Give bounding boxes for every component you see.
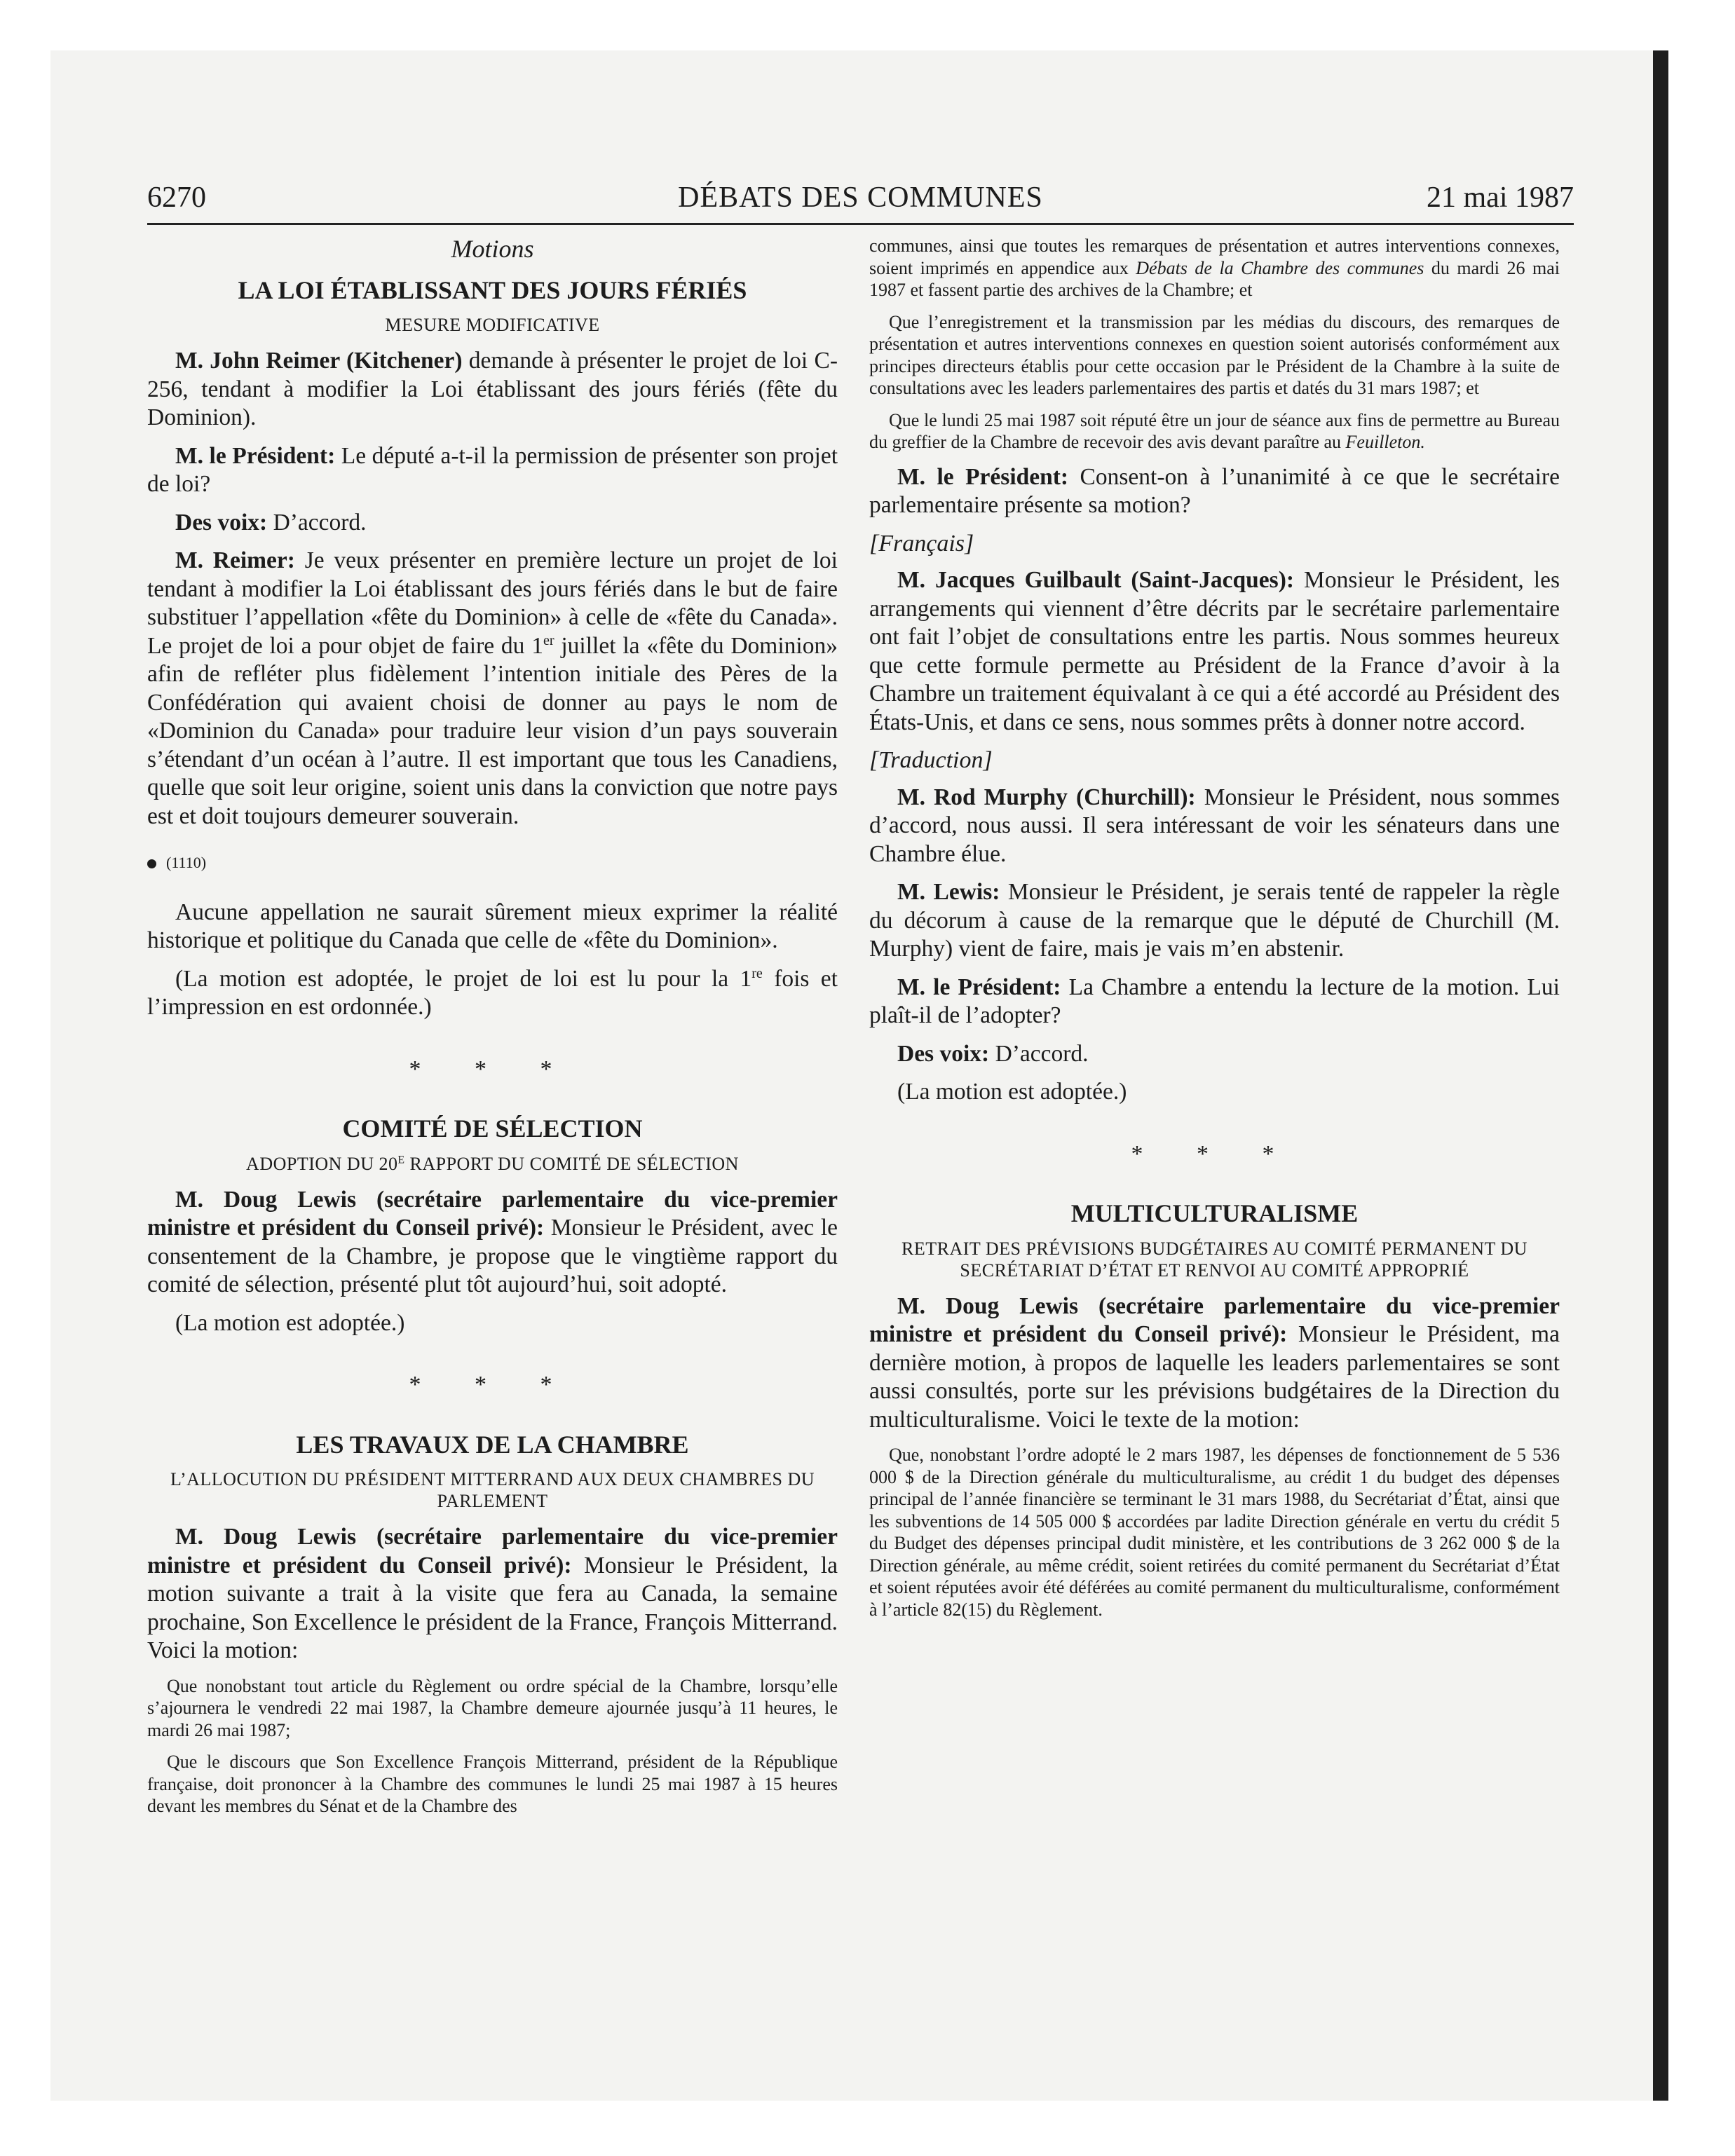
section-heading: LA LOI ÉTABLISSANT DES JOURS FÉRIÉS xyxy=(238,275,747,304)
scan-edge xyxy=(1653,50,1668,2101)
paragraph xyxy=(147,509,838,538)
motion-quote: communes, ainsi que toutes les remarques de présentation et autres interventions connexes, soient imprimés en appendice aux Débats de la Chambre des communes du mardi 26 mai 1987 et fassent partie des archives de la Chambre; et xyxy=(869,236,1560,300)
language-marker: [Traduction] xyxy=(869,747,993,773)
motion-quote: Que le discours que Son Excellence François Mitterrand, président de la République française, doit prononcer à la Chambre des communes le lundi 25 mai 1987 à 15 heures devant les membres du Sénat et de la Chambre des xyxy=(147,1752,838,1816)
speech: D’accord. xyxy=(989,1040,1089,1067)
page-header xyxy=(147,181,1574,225)
paragraph xyxy=(869,784,1560,869)
section-separator: * * * xyxy=(409,1056,576,1082)
speaker: Des voix: xyxy=(897,1040,990,1067)
motion-quote: Que l’enregistrement et la transmission par les médias du discours, des remarques de présentation et autres interventions connexes en question soient autorisés conformément aux principes directeurs établis pour cette occasion par le Président de la Chambre à la suite de consultations avec les leaders parlementaires des partis et datés du 31 mars 1987; et xyxy=(869,311,1560,398)
speaker: M. le Président: xyxy=(897,974,1061,1000)
superscript: er xyxy=(543,632,554,648)
paragraph xyxy=(869,566,1560,737)
timestamp: (1110) xyxy=(147,849,838,878)
speaker: M. John Reimer (Kitchener) xyxy=(175,348,463,374)
speech: juillet la «fête du Dominion» afin de refléter plus fidèlement l’intention initiale des Pères de la Confédération qui avaient choisi de donner au pays le nom de «Dominion du Canada» pour traduire leur vision d’un pays souverain s’étendant d’un océan à l’autre. Il est important que tous les Canadiens, quelle que soit leur origine, soient unis dans la conviction que notre pays est et doit toujours demeurer souverain. xyxy=(147,632,838,829)
paragraph xyxy=(147,547,838,831)
speech: La Chambre a entendu la lecture de la motion. Lui plaît-il de l’adopter? xyxy=(869,974,1560,1028)
speech: Consent-on à l’unanimité à ce que le secrétaire parlementaire présente sa motion? xyxy=(869,463,1560,518)
speech: Monsieur le Président, les arrangements qui viennent d’être décrits par le secrétaire parlementaire ont fait l’objet de consultations entre les partis. Nous sommes heureux que cette formule permette au Président de la France d’avoir à la Chambre un traitement équivalant à ce qui a été accordé au Président des États-Unis, et dans ce sens, nous sommes prêts à donner notre accord. xyxy=(869,567,1560,735)
speech: Je veux présenter en première lecture un projet de loi tendant à modifier la Loi établissant des jours fériés dans le but de faire substituer l’appellation «fête du Dominion» à celle de «fête du Canada». Le projet de loi a pour objet de faire du 1 xyxy=(147,547,838,659)
section-subheading: L’ALLOCUTION DU PRÉSIDENT MITTERRAND AUX DEUX CHAMBRES DU PARLEMENT xyxy=(170,1469,815,1511)
speaker: M. Doug Lewis (secrétaire parlementaire du vice-premier ministre et président du Conseil privé): xyxy=(147,1524,838,1578)
paragraph xyxy=(869,974,1560,1030)
paragraph: (La motion est adoptée, le projet de loi est lu pour la 1re fois et l’impression en est ordonnée.) xyxy=(147,965,838,1020)
page-number: 6270 xyxy=(147,182,206,214)
page-date: 21 mai 1987 xyxy=(1427,182,1574,214)
speaker: M. Doug Lewis (secrétaire parlementaire du vice-premier ministre et président du Conseil privé): xyxy=(869,1292,1560,1347)
section-separator: * * * xyxy=(1131,1140,1298,1167)
section-subheading: MESURE MODIFICATIVE xyxy=(385,315,600,335)
speaker: M. Rod Murphy (Churchill): xyxy=(897,784,1196,810)
paragraph xyxy=(147,442,838,499)
speech: Monsieur le Président, ma dernière motion, à propos de laquelle les leaders parlementaires se sont aussi consultés, porte sur les prévisions budgétaires de la Direction du multiculturalisme. Voici le texte de la motion: xyxy=(869,1321,1560,1433)
speaker: M. le Président: xyxy=(175,442,336,469)
bullet-icon xyxy=(147,859,156,868)
right-column xyxy=(869,235,1560,1630)
speaker: Des voix: xyxy=(175,509,268,535)
section-separator: * * * xyxy=(409,1372,576,1398)
paragraph xyxy=(869,878,1560,964)
speaker: M. Reimer: xyxy=(175,547,295,573)
paragraph: (La motion est adoptée.) xyxy=(897,1079,1127,1105)
left-column xyxy=(147,235,838,1827)
language-marker: [Français] xyxy=(869,530,974,557)
journal-title: DÉBATS DES COMMUNES xyxy=(678,182,1043,214)
superscript: re xyxy=(751,965,763,981)
motion-quote: Que nonobstant tout article du Règlement ou ordre spécial de la Chambre, lorsqu’elle s’ajournera le vendredi 22 mai 1987, la Chambre demeure ajournée jusqu’à 11 heures, le mardi 26 mai 1987; xyxy=(147,1675,838,1740)
section-subheading: ADOPTION DU $20^E$ RAPPORT DU COMITÉ DE SÉLECTION xyxy=(246,1153,739,1174)
speech: Le député a-t-il la permission de présenter son projet de loi? xyxy=(147,442,838,497)
speech: D’accord. xyxy=(267,509,367,535)
section-heading: COMITÉ DE SÉLECTION xyxy=(342,1114,643,1142)
speech: Monsieur le Président, je serais tenté de rappeler la règle du décorum à cause de la remarque que le député de Churchill (M. Murphy) vient de faire, mais je vais m’en abstenir. xyxy=(869,879,1560,962)
paragraph xyxy=(869,1040,1560,1069)
speech: Monsieur le Président, avec le consentement de la Chambre, je propose que le vingtième rapport du comité de sélection, présenté plut tôt aujourd’hui, soit adopté. xyxy=(147,1215,838,1297)
paragraph: Aucune appellation ne saurait sûrement mieux exprimer la réalité historique et politique du Canada que celle de «fête du Dominion». xyxy=(147,899,838,953)
speaker: M. Doug Lewis (secrétaire parlementaire du vice-premier ministre et président du Conseil privé): xyxy=(147,1186,838,1241)
section-label: Motions xyxy=(451,235,534,263)
speaker: M. Jacques Guilbault (Saint-Jacques): xyxy=(897,567,1295,593)
paragraph xyxy=(147,1186,838,1299)
speech: demande à présenter le projet de loi C-256, tendant à modifier la Loi établissant des jours fériés (fête du Dominion). xyxy=(147,348,838,430)
section-heading: LES TRAVAUX DE LA CHAMBRE xyxy=(296,1430,689,1459)
paragraph xyxy=(147,1523,838,1665)
speech: Monsieur le Président, nous sommes d’accord, nous aussi. Il sera intéressant de voir les sénateurs dans une Chambre élue. xyxy=(869,784,1560,867)
speaker: M. Lewis: xyxy=(897,879,1000,905)
superscript: E xyxy=(397,1153,405,1166)
motion-quote: Que, nonobstant l’ordre adopté le 2 mars 1987, les dépenses de fonctionnement de 5 536 000 $ de la Direction générale du multiculturalisme, au crédit 1 du budget des dépenses principal de l’année financière se terminant le 31 mars 1988, du Secrétariat d’État, ainsi que les subventions de 14 505 000 $ accordées par ladite Direction générale en vertu du crédit 5 du Budget des dépenses principal dudit ministère, et les contributions de 3 262 000 $ de la Direction générale, au même crédit, soient retirées du comité permanent du Secrétariat d’État et soient réputées avoir été déférées au comité permanent du multiculturalisme, conformément à l’article 82(15) du Règlement. xyxy=(869,1445,1560,1620)
paragraph xyxy=(869,1292,1560,1435)
paragraph xyxy=(869,463,1560,520)
paragraph: (La motion est adoptée.) xyxy=(175,1309,405,1336)
section-subheading: RETRAIT DES PRÉVISIONS BUDGÉTAIRES AU COMITÉ PERMANENT DU SECRÉTARIAT D’ÉTAT ET RENVOI AU COMITÉ APPROPRIÉ xyxy=(901,1238,1528,1281)
motion-quote: Que le lundi 25 mai 1987 soit réputé être un jour de séance aux fins de permettre au Bureau du greffier de la Chambre de recevoir des avis devant paraître au Feuilleton. xyxy=(869,409,1560,452)
speaker: M. le Président: xyxy=(897,463,1069,490)
paragraph xyxy=(147,347,838,432)
section-heading: MULTICULTURALISME xyxy=(1070,1199,1359,1227)
speech: Monsieur le Président, la motion suivante a trait à la visite que fera au Canada, la semaine prochaine, Son Excellence le président de la France, François Mitterrand. Voici la motion: xyxy=(147,1552,838,1663)
